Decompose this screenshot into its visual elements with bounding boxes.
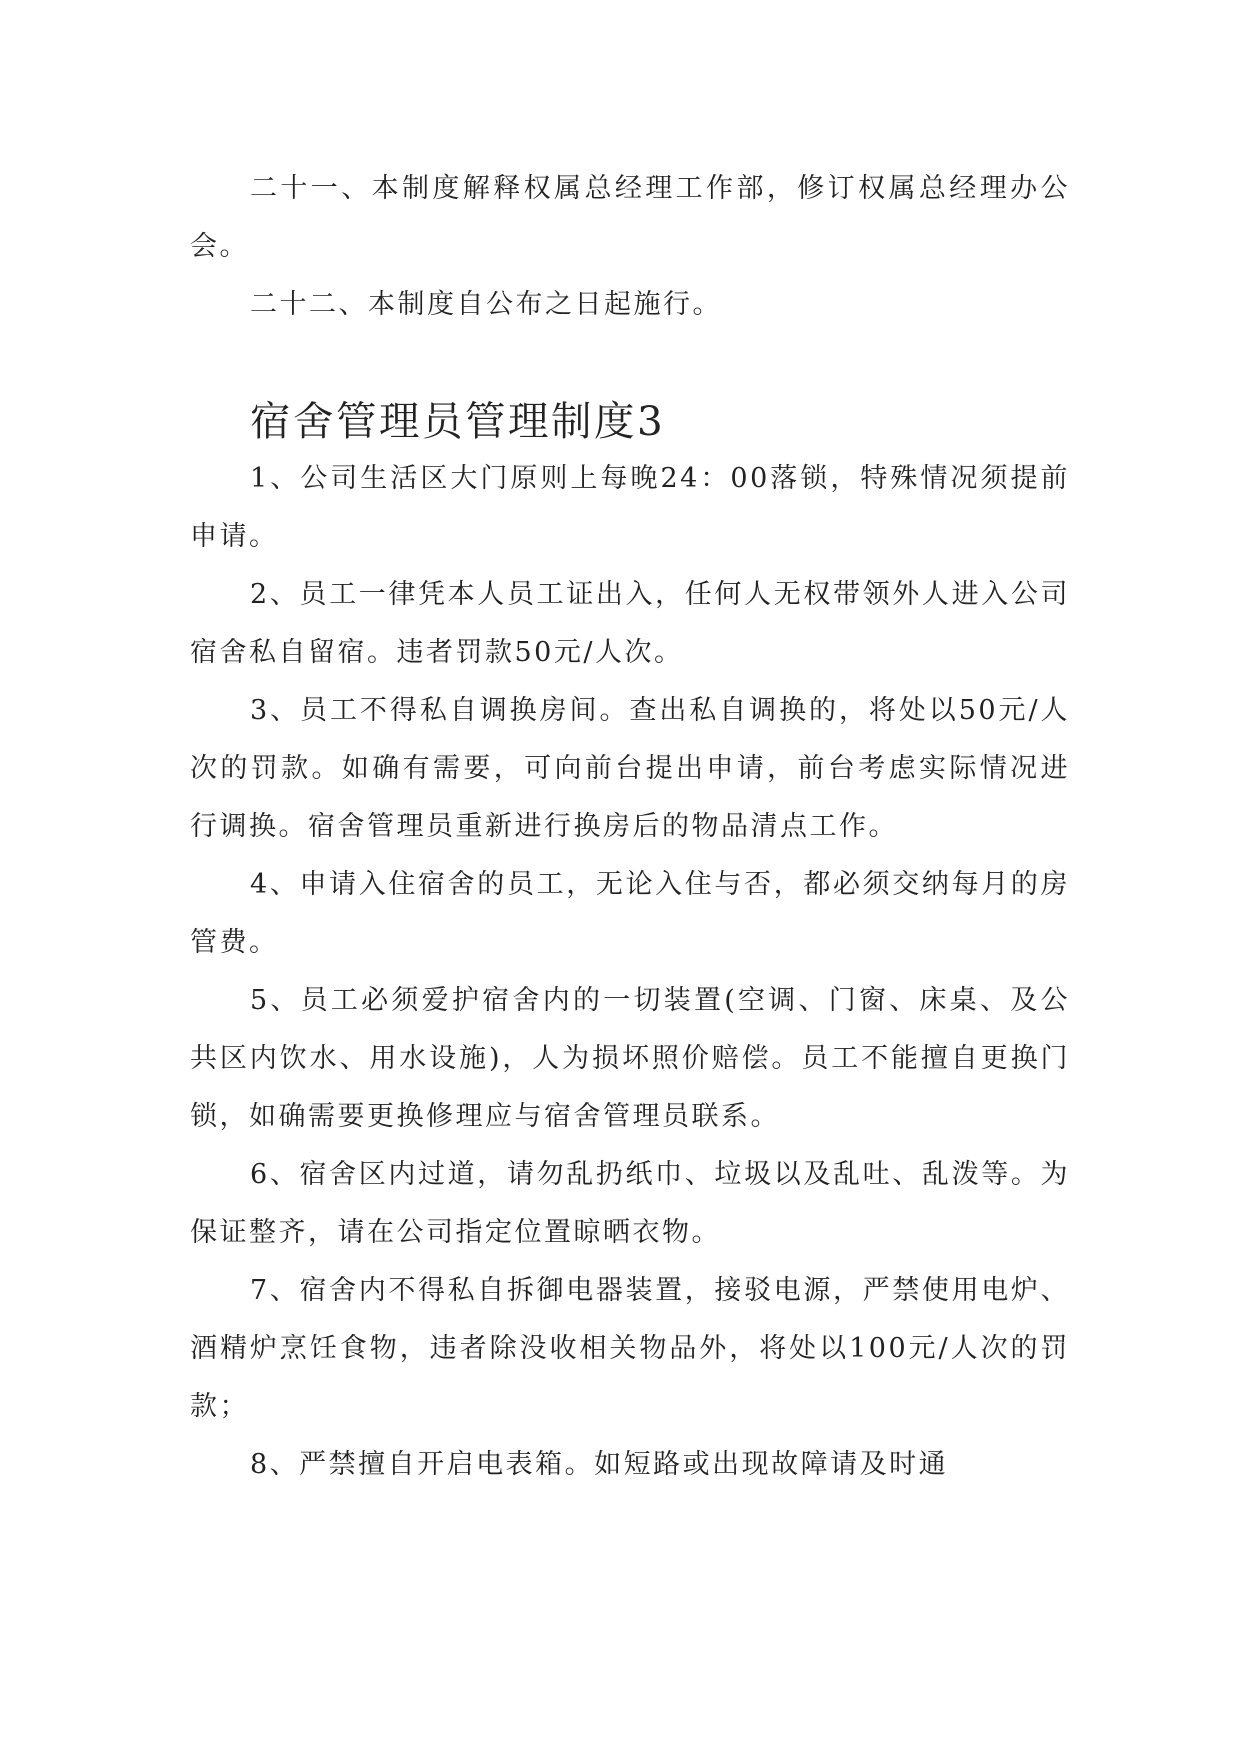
rule-6-paragraph: 6、宿舍区内过道，请勿乱扔纸巾、垃圾以及乱吐、乱泼等。为保证整齐，请在公司指定位置晾晒衣物。 (190, 1159, 1070, 1248)
rule-7-paragraph: 7、宿舍内不得私自拆御电器装置，接驳电源，严禁使用电炉、酒精炉烹饪食物，违者除没收相关物品外，将处以100元/人次的罚款； (190, 1275, 1070, 1422)
clause-22-paragraph: 二十二、本制度自公布之日起施行。 (250, 289, 722, 320)
clause-21-paragraph: 二十一、本制度解释权属总经理工作部，修订权属总经理办公会。 (190, 173, 1070, 262)
rule-4-paragraph: 4、申请入住宿舍的员工，无论入住与否，都必须交纳每月的房管费。 (190, 869, 1070, 958)
rule-1-paragraph: 1、公司生活区大门原则上每晚24：00落锁，特殊情况须提前申请。 (190, 463, 1070, 552)
rule-2-paragraph: 2、员工一律凭本人员工证出入，任何人无权带领外人进入公司宿舍私自留宿。违者罚款50元/人次。 (190, 579, 1070, 668)
rule-3-paragraph: 3、员工不得私自调换房间。查出私自调换的，将处以50元/人次的罚款。如确有需要，可向前台提出申请，前台考虑实际情况进行调换。宿舍管理员重新进行换房后的物品清点工作。 (190, 695, 1070, 842)
rule-5-paragraph: 5、员工必须爱护宿舍内的一切装置(空调、门窗、床桌、及公共区内饮水、用水设施)，人为损坏照价赔偿。员工不能擅自更换门锁，如确需要更换修理应与宿舍管理员联系。 (190, 985, 1070, 1132)
document-body (190, 160, 1070, 1494)
rule-8-paragraph: 8、严禁擅自开启电表箱。如短路或出现故障请及时通 (250, 1449, 949, 1480)
section-heading: 宿舍管理员管理制度3 (250, 397, 666, 445)
